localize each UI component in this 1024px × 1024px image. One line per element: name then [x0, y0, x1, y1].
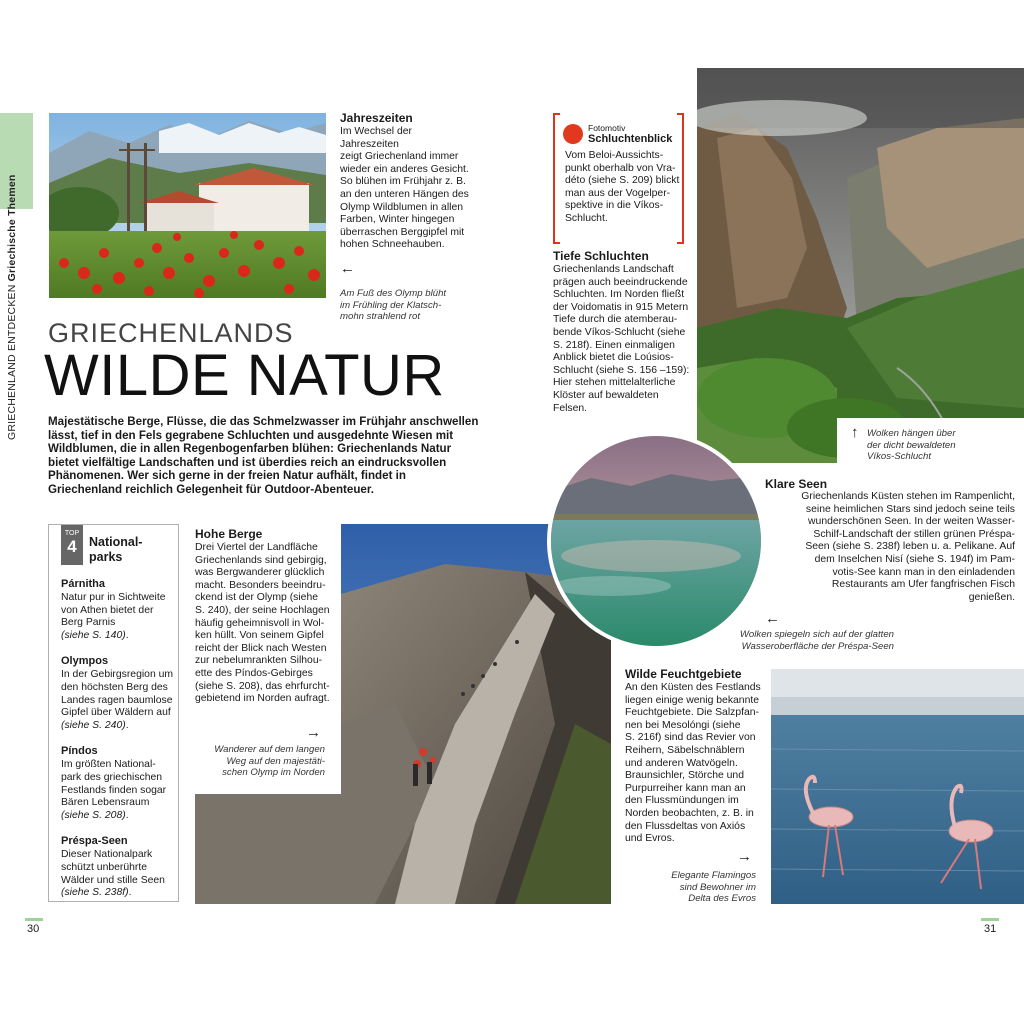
feuchtgebiete-text-line: den Flussdeltas von Axiós	[625, 820, 746, 832]
feuchtgebiete-text-line: Reihern, Säbelschnäblern	[625, 744, 745, 756]
camera-badge-icon	[563, 124, 583, 144]
feuchtgebiete-text-line: S. 216f) sind das Revier von	[625, 732, 756, 744]
hohe-berge-text-line: zur nebelumrankten Silhou-	[195, 655, 323, 667]
klare-seen-text-line: seine heimlichen Stars sind jedoch seine teils	[805, 503, 1015, 515]
hohe-berge-text-line: (siehe S. 208), das ehrfurcht-	[195, 680, 330, 692]
tiefe-schluchten-section	[553, 249, 693, 415]
national-park-text-line: schützt unberührte	[61, 861, 148, 873]
jahreszeiten-text-line: Olymp Wildblumen in allen	[340, 201, 464, 213]
tiefe-schluchten-text-line: Klöster auf bewaldeten	[553, 389, 659, 401]
feuchtgebiete-caption	[625, 870, 756, 905]
national-park-text-line: Landes ragen baumlose	[61, 694, 173, 706]
photo-prespa-lake	[547, 432, 765, 650]
top4-badge-label: TOP	[64, 530, 80, 537]
klare-seen-caption	[700, 629, 894, 652]
national-park-text-line: Festlands finden sogar	[61, 784, 167, 796]
national-park-text-line: Im größten National-	[61, 759, 156, 771]
feuchtgebiete-text-line: An den Küsten des Festlands	[625, 682, 761, 693]
national-park-text-line: Gipfel über Wäldern auf	[61, 707, 171, 719]
hohe-berge-text-line: gebietend im Norden aufragt.	[195, 693, 330, 705]
hohe-berge-caption-line: schen Olymp im Norden	[222, 767, 325, 779]
tiefe-schluchten-text-line: Schluchten. Im Norden fließt	[553, 289, 685, 301]
breadcrumb-section: GRIECHENLAND ENTDECKEN	[6, 284, 18, 440]
national-park-text-line: In der Gebirgsregion um	[61, 669, 174, 681]
top4-title-line: National-	[89, 535, 143, 549]
fotomotiv-text-line: déto (siehe S. 209) blickt	[565, 175, 680, 187]
tiefe-schluchten-text-line: Hier stehen mittelalterliche	[553, 377, 676, 389]
feuchtgebiete-caption-line: sind Bewohner im	[679, 881, 756, 893]
feuchtgebiete-text-line: Norden beobachten, z. B. in	[625, 807, 754, 819]
tiefe-schluchten-text-line: S. 218f). Einen einmaligen	[553, 339, 675, 351]
page-number-right: 31	[984, 923, 997, 935]
national-park-item	[61, 577, 177, 642]
klare-seen-heading: Klare Seen	[765, 477, 828, 491]
klare-seen-caption-line: Wolken spiegeln sich auf der glatten	[739, 629, 894, 640]
feuchtgebiete-text-line: liegen einige wenig bekannte	[625, 694, 760, 706]
feuchtgebiete-text-line: den Flussmündungen im	[625, 795, 739, 807]
national-park-text-line: von Athen bietet der	[61, 604, 154, 616]
hohe-berge-text-line: ken hüllt. Von seinem Gipfel	[195, 630, 324, 642]
hohe-berge-text-line: häufig geheimnisvoll in Wol-	[195, 617, 325, 629]
hohe-berge-text-line: Griechenlands sind gebirgig,	[195, 554, 327, 566]
breadcrumb-chapter: Griechische Themen	[6, 174, 18, 282]
photo-olymp-poppies	[49, 113, 326, 298]
sentence-end: .	[125, 629, 129, 641]
national-park-text-line: Berg Parnis	[61, 617, 116, 629]
hohe-berge-text-line: S. 240), der seine Hochlagen	[195, 604, 330, 616]
national-park-reference	[61, 720, 177, 733]
jahreszeiten-caption-line: im Frühling der Klatsch-	[340, 299, 442, 311]
hohe-berge-caption-line: Weg auf den majestäti-	[226, 755, 325, 767]
hohe-berge-text-line: macht. Besonders beeindru-	[195, 579, 326, 591]
jahreszeiten-text-line: So blühen im Frühjahr z. B.	[340, 176, 466, 188]
klare-seen-text-line: votis-See kann man in den einladenden	[832, 566, 1015, 578]
hohe-berge-text-line: was Bergwanderer glücklich	[195, 567, 325, 579]
hohe-berge-text-line: ckend ist der Olymp (siehe	[195, 592, 319, 604]
klare-seen-text	[760, 491, 1015, 604]
national-park-reference	[61, 630, 177, 643]
national-park-name: Píndos	[61, 745, 98, 758]
jahreszeiten-text-line: hohen Schneehauben.	[340, 239, 445, 251]
jahreszeiten-caption-line: Am Fuß des Olymp blüht	[340, 287, 447, 299]
hohe-berge-caption-line: Wanderer auf dem langen	[214, 744, 325, 755]
klare-seen-text-line: dem Inselchen Nisí (siehe S. 194f) im Pam-	[814, 553, 1015, 565]
feuchtgebiete-caption-line: Elegante Flamingos	[671, 870, 756, 881]
national-park-text-line: park des griechischen	[61, 771, 163, 783]
hohe-berge-section	[195, 527, 335, 706]
klare-seen-text-line: genießen.	[968, 591, 1015, 603]
feuchtgebiete-section	[625, 667, 770, 846]
hohe-berge-caption	[195, 744, 325, 779]
fotomotiv-text-line: Schlucht.	[565, 212, 608, 224]
feuchtgebiete-text-line: und anderen Watvögeln.	[625, 757, 738, 769]
jahreszeiten-caption-line: mohn strahlend rot	[340, 311, 420, 323]
hohe-berge-heading: Hohe Berge	[195, 527, 263, 541]
page-title: WILDE NATUR	[44, 343, 445, 408]
tiefe-schluchten-text-line: prägen auch beeindruckende	[553, 276, 688, 288]
page-number-marker	[981, 918, 999, 921]
fotomotiv-title: Schluchtenblick	[588, 133, 673, 145]
national-park-text-line: Dieser Nationalpark	[61, 849, 153, 861]
feuchtgebiete-text-line: Feuchtgebiete. Die Salzpfan-	[625, 707, 760, 719]
national-park-name: Párnitha	[61, 578, 106, 590]
national-park-text-line: Natur pur in Sichtweite	[61, 592, 166, 603]
photo-flamingos	[771, 669, 1024, 904]
sentence-end: .	[128, 887, 132, 899]
national-park-name: Préspa-Seen	[61, 835, 128, 848]
tiefe-schluchten-heading: Tiefe Schluchten	[553, 249, 649, 263]
jahreszeiten-text-line: zeigt Griechenland immer	[340, 151, 459, 163]
fotomotiv-text-line: punkt oberhalb von Vra-	[565, 162, 676, 174]
breadcrumb	[6, 174, 18, 440]
page-reference: (siehe S. 238f)	[61, 887, 129, 899]
jahreszeiten-text-line: Im Wechsel der Jahreszeiten	[340, 126, 412, 150]
hohe-berge-text-line: reicht der Blick nach Westen	[195, 642, 327, 654]
top4-badge-number: 4	[67, 537, 77, 556]
klare-seen-text-line: Schilf-Landschaft der stillen grünen Préspa-	[813, 528, 1015, 540]
klare-seen-text-line: Restaurants am Ufer fangfrischen Fisch	[831, 579, 1015, 591]
klare-seen-section	[765, 477, 1015, 492]
page-number-marker	[25, 918, 43, 921]
page-number-left: 30	[27, 923, 40, 935]
klare-seen-text-line: Griechenlands Küsten stehen im Rampenlicht,	[801, 491, 1015, 502]
top4-national-parks-box	[48, 524, 179, 902]
page-reference: (siehe S. 240)	[61, 719, 126, 731]
tiefe-schluchten-caption-line: Wolken hängen über	[867, 428, 956, 439]
top4-badge	[61, 525, 83, 565]
tiefe-schluchten-text-line: Felsen.	[553, 402, 588, 414]
fotomotiv-label: Fotomotiv	[588, 123, 626, 133]
tiefe-schluchten-text-line: der Voidomatis in 915 Metern	[553, 301, 689, 313]
tiefe-schluchten-text-line: Tiefe durch die atemberau-	[553, 314, 678, 326]
page-reference: (siehe S. 140)	[61, 629, 126, 641]
tiefe-schluchten-text-line: Griechenlands Landschaft	[553, 264, 674, 275]
arrow-up-icon: ↑	[851, 424, 859, 441]
feuchtgebiete-text-line: Braunsichler, Störche und	[625, 770, 744, 782]
national-park-text-line: Bären Lebensraum	[61, 797, 150, 809]
feuchtgebiete-text-line: und Evros.	[625, 833, 675, 845]
tiefe-schluchten-caption	[867, 428, 1007, 463]
intro-text: Majestätische Berge, Flüsse, die das Schmelzwasser im Frühjahr anschwellen lässt, tief in den Fels gegrabene Schluchten und ausgedehnte Wiesen mit Wildblumen, die in allen Regenbogenfarben blühen: Griechenlands Natur bietet vielfältige Landschaften und ist überdies reich an eindrucksvollen Phänomenen. Wer sich gerne in der freien Natur aufhält, findet in Griechenland reichlich Gelegenheit für Outdoor-Abenteuer.	[48, 415, 479, 496]
national-park-reference	[61, 810, 177, 823]
top4-title	[89, 535, 169, 565]
page-subtitle: GRIECHENLANDS	[48, 318, 294, 348]
national-park-reference	[61, 887, 177, 900]
feuchtgebiete-text-line: nen bei Mesolóngi (siehe	[625, 719, 741, 731]
national-park-name: Olympos	[61, 655, 109, 668]
klare-seen-text-line: Seen (siehe S. 238f) leben u. a. Pelikane. Auf	[805, 541, 1015, 553]
bracket-left	[553, 113, 560, 244]
feuchtgebiete-text-line: Purpurreiher kann man an	[625, 782, 746, 794]
top4-title-line: parks	[89, 550, 123, 564]
arrow-left-icon: ←	[765, 610, 780, 627]
fotomotiv-box	[553, 113, 684, 244]
jahreszeiten-text-line: an den unteren Hängen des	[340, 188, 469, 200]
feuchtgebiete-heading: Wilde Feuchtgebiete	[625, 667, 742, 681]
feuchtgebiete-caption-line: Delta des Evros	[688, 893, 756, 905]
arrow-right-icon: →	[306, 724, 321, 741]
fotomotiv-text-line: spektive in die Víkos-	[565, 200, 664, 212]
tiefe-schluchten-caption-line: Víkos-Schlucht	[867, 451, 931, 463]
jahreszeiten-heading: Jahreszeiten	[340, 111, 413, 125]
national-park-item	[61, 834, 177, 899]
hohe-berge-text-line: Drei Viertel der Landfläche	[195, 542, 318, 553]
arrow-left-icon: ←	[340, 259, 355, 277]
hohe-berge-text-line: ette des Píndos-Gebirges	[195, 667, 313, 679]
page-reference: (siehe S. 208)	[61, 809, 126, 821]
klare-seen-caption-line: Wasseroberfläche der Préspa-Seen	[741, 640, 894, 652]
jahreszeiten-text-line: wieder ein anderes Gesicht.	[340, 163, 469, 175]
national-park-text-line: den höchsten Berg des	[61, 681, 168, 693]
sentence-end: .	[125, 809, 129, 821]
tiefe-schluchten-caption-line: der dicht bewaldeten	[867, 439, 956, 451]
photo-vikos-gorge	[697, 68, 1024, 463]
tiefe-schluchten-text-line: bende Víkos-Schlucht (siehe	[553, 326, 686, 338]
fotomotiv-text-line: man aus der Vogelper-	[565, 187, 671, 199]
klare-seen-text-line: wunderschönen Seen. In der weiten Wasser-	[808, 516, 1015, 528]
sentence-end: .	[125, 719, 129, 731]
national-park-item	[61, 654, 177, 732]
jahreszeiten-text-line: überraschen Berggipfel mit	[340, 226, 465, 238]
national-park-item	[61, 744, 177, 822]
jahreszeiten-section	[340, 111, 470, 323]
tiefe-schluchten-text-line: Anblick bietet die Loúsios-	[553, 352, 674, 364]
national-park-text-line: Wälder und stille Seen	[61, 874, 165, 886]
fotomotiv-text-line: Vom Beloi-Aussichts-	[565, 150, 664, 161]
arrow-right-icon: →	[737, 848, 752, 865]
jahreszeiten-text-line: Farben, Winter hingegen	[340, 214, 455, 226]
tiefe-schluchten-text-line: Schlucht (siehe S. 156 –159):	[553, 364, 690, 376]
